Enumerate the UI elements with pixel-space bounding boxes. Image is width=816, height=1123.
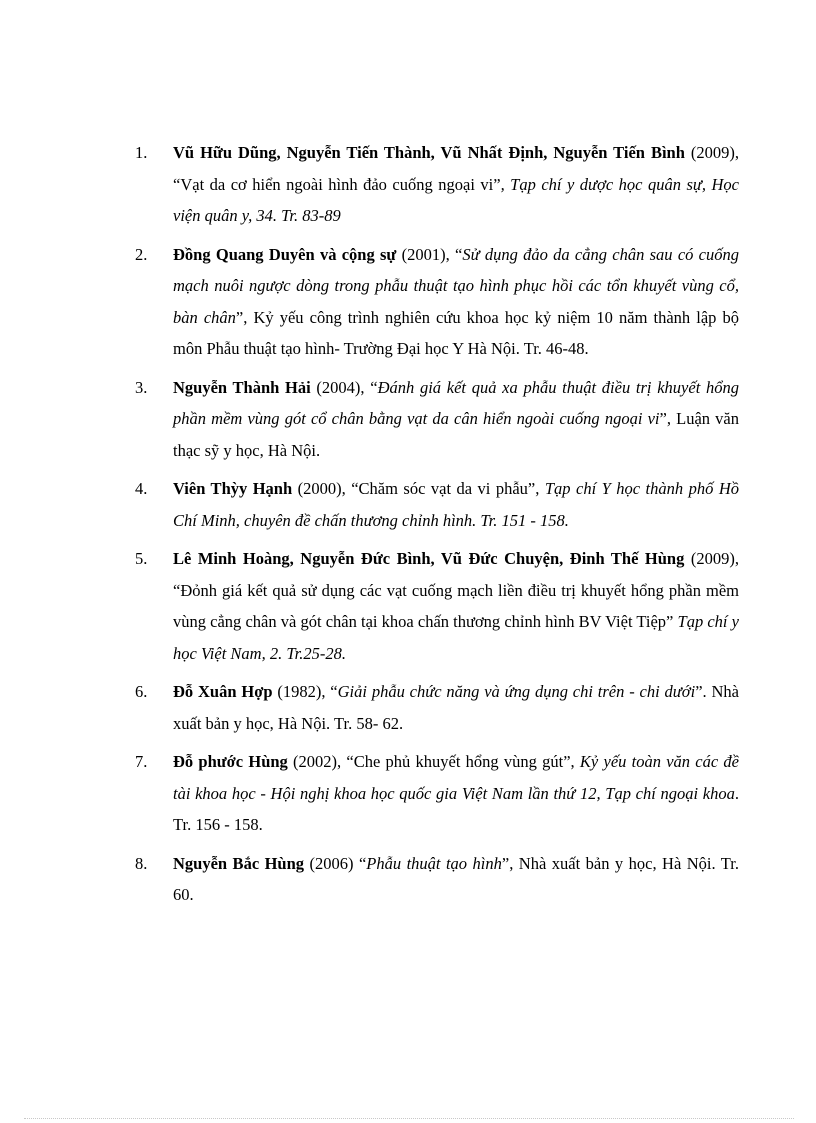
reference-after-title: ”, Luận văn thạc sỹ y học, Hà Nội. — [173, 409, 739, 460]
reference-authors: Đỗ phước Hùng — [173, 752, 288, 771]
reference-authors: Viên Thỳy Hạnh — [173, 479, 293, 498]
reference-title: Vạt da cơ hiển ngoài hình đảo cuống ngoại vi — [180, 174, 494, 194]
reference-source: Tạp chí y học Việt Nam, 2. Tr.25-28. — [173, 612, 739, 663]
reference-source: , Tạp chí y dược học quân sự, Học viện quân y, 34. Tr. 83-89 — [173, 174, 740, 225]
reference-year: (2000), “Chăm sóc vạt da vi phẫu”, — [292, 479, 545, 498]
reference-number: 3. — [135, 377, 148, 397]
reference-after-title: ”. Nhà xuất bản y học, Hà Nội. Tr. 58- 62. — [173, 682, 739, 733]
reference-source: Tạp chí Y học thành phố Hồ Chí Minh, chuyên đề chấn thương chỉnh hình. Tr. 151 - 158. — [173, 479, 739, 530]
reference-authors: Lê Minh Hoàng, Nguyễn Đức Bình, Vũ Đức Chuyện, Đinh Thế Hùng — [173, 549, 685, 568]
reference-year: (2009), “ — [173, 143, 739, 194]
reference-year: (2004), “ — [310, 377, 378, 397]
reference-item-6 — [135, 676, 739, 739]
reference-year: (1982), “ — [272, 682, 338, 701]
reference-number: 6. — [135, 682, 148, 701]
reference-number: 5. — [135, 549, 148, 568]
reference-title: Sử dụng đảo da cẳng chân sau có cuống mạch nuôi ngược dòng trong phẫu thuật tạo hình phục hồi các tổn khuyết vùng cổ, bàn chân — [173, 244, 739, 327]
reference-after-title: ”, Kỷ yếu công trình nghiên cứu khoa học kỷ niệm 10 năm thành lập bộ môn Phẫu thuật tạo hình- Trường Đại học Y Hà Nội. Tr. 46-48. — [173, 307, 739, 358]
reference-title: Giải phẫu chức năng và ứng dụng chi trên - chi dưới — [337, 682, 696, 701]
reference-authors: Nguyễn Thành Hải — [173, 377, 311, 397]
reference-item-4 — [135, 473, 739, 536]
reference-item-5 — [135, 543, 739, 669]
reference-item-7 — [135, 746, 739, 841]
reference-number: 7. — [135, 752, 148, 771]
reference-number: 4. — [135, 479, 148, 498]
reference-item-2 — [135, 239, 739, 365]
reference-year: (2009), “Đỏnh giá kết quả sử dụng các vạt cuống mạch liền điều trị khuyết hổng phần mềm vùng cẳng chân và gót chân tại khoa chấn thương chỉnh hình BV Việt Tiệp” — [173, 549, 739, 631]
reference-list — [135, 137, 739, 918]
reference-after-title: ” — [493, 174, 501, 194]
reference-tail: . Tr. 156 - 158. — [173, 783, 739, 834]
reference-authors: Đồng Quang Duyên và cộng sự — [173, 244, 397, 264]
reference-authors: Vũ Hữu Dũng, Nguyễn Tiến Thành, Vũ Nhất Định, Nguyễn Tiến Bình — [173, 143, 685, 162]
reference-title: Phẫu thuật tạo hình — [366, 853, 502, 873]
reference-item-3 — [135, 372, 739, 467]
reference-item-1 — [135, 137, 739, 232]
reference-item-8 — [135, 848, 739, 911]
reference-year: (2001), “ — [396, 244, 463, 264]
reference-year: (2006) “ — [304, 853, 367, 873]
reference-source: Kỷ yếu toàn văn các đề tài khoa học - Hội nghị khoa học quốc gia Việt Nam lần thứ 12, Tạp chí ngoại khoa — [173, 752, 739, 803]
page-bottom-divider — [24, 1118, 794, 1119]
reference-number: 8. — [135, 853, 148, 873]
reference-authors: Đỗ Xuân Hợp — [173, 682, 273, 701]
reference-year: (2002), “Che phủ khuyết hổng vùng gút”, — [287, 752, 580, 771]
reference-number: 2. — [135, 244, 148, 264]
reference-number: 1. — [135, 143, 148, 162]
reference-after-title: ”, Nhà xuất bản y học, Hà Nội. Tr. 60. — [173, 853, 739, 904]
reference-title: Đánh giá kết quả xa phẫu thuật điều trị khuyết hổng phần mềm vùng gót cổ chân bằng vạt da cân hiển ngoài cuống ngoại vi — [173, 377, 739, 428]
reference-authors: Nguyễn Bắc Hùng — [173, 853, 305, 873]
